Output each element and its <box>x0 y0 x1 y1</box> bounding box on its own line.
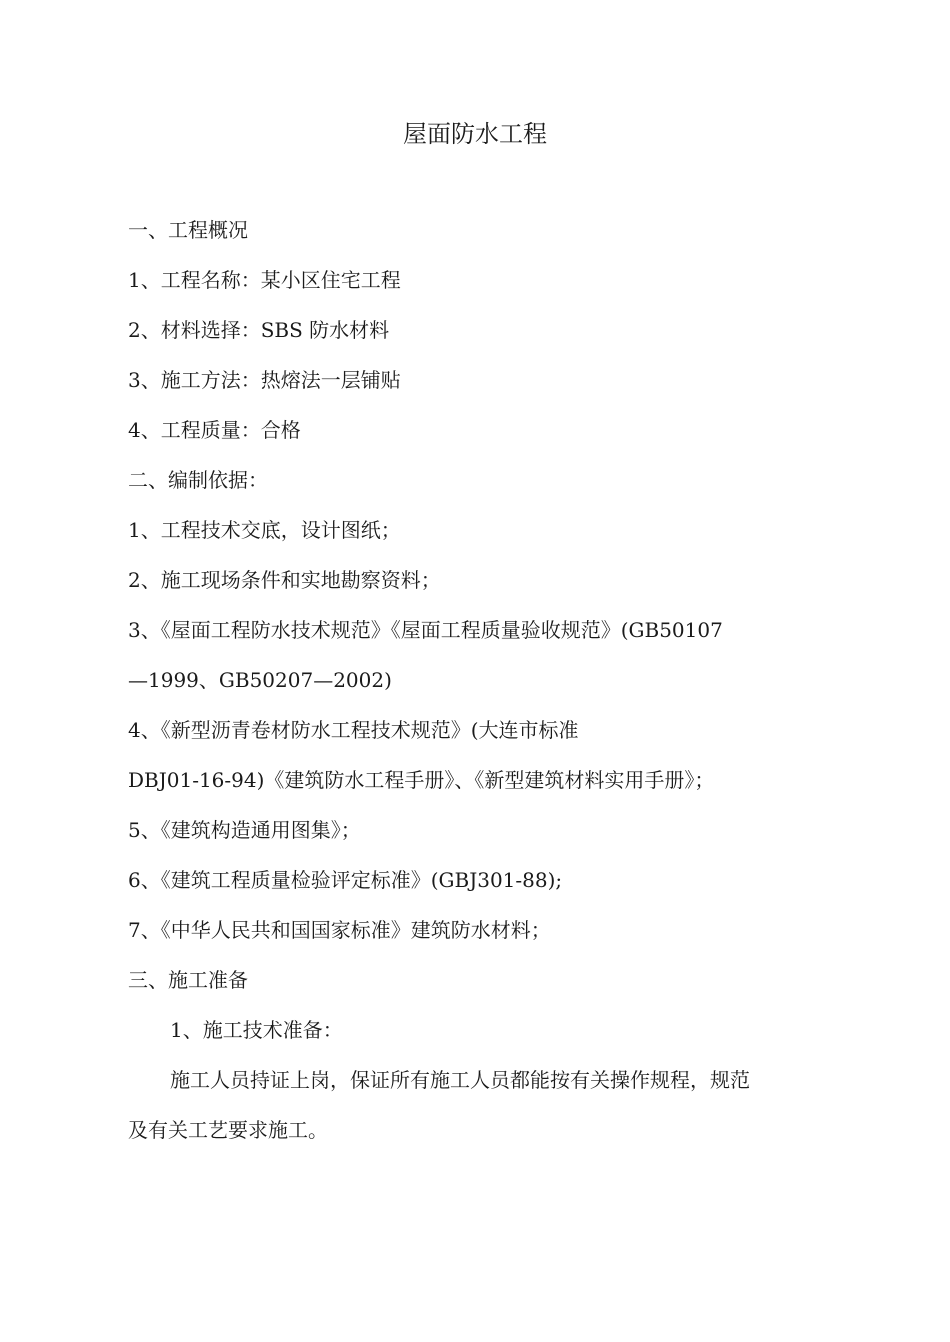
preparation-paragraph-continued: 及有关工艺要求施工。 <box>128 1118 328 1142</box>
preparation-paragraph: 施工人员持证上岗，保证所有施工人员都能按有关操作规程，规范 <box>170 1068 750 1092</box>
basis-item-3-continued: —1999、GB50207—2002) <box>128 668 392 692</box>
basis-item-2: 2、施工现场条件和实地勘察资料； <box>128 568 441 592</box>
preparation-subheading-technical: 1、施工技术准备： <box>170 1018 343 1042</box>
document-title: 屋面防水工程 <box>403 120 547 148</box>
basis-item-6: 6、《建筑工程质量检验评定标准》(GBJ301-88); <box>128 868 563 892</box>
overview-item-method: 3、施工方法：热熔法一层铺贴 <box>128 368 401 392</box>
basis-item-1: 1、工程技术交底，设计图纸； <box>128 518 401 542</box>
overview-item-quality: 4、工程质量：合格 <box>128 418 301 442</box>
basis-item-4-continued: DBJ01-16-94)《建筑防水工程手册》、《新型建筑材料实用手册》； <box>128 768 715 792</box>
section-heading-overview: 一、工程概况 <box>128 218 248 242</box>
basis-item-7: 7、《中华人民共和国国家标准》建筑防水材料； <box>128 918 551 942</box>
section-heading-preparation: 三、施工准备 <box>128 968 248 992</box>
basis-item-3: 3、《屋面工程防水技术规范》《屋面工程质量验收规范》(GB50107 <box>128 618 723 642</box>
section-heading-basis: 二、编制依据： <box>128 468 268 492</box>
overview-item-project-name: 1、工程名称：某小区住宅工程 <box>128 268 401 292</box>
overview-item-material: 2、材料选择：SBS 防水材料 <box>128 318 390 342</box>
basis-item-5: 5、《建筑构造通用图集》； <box>128 818 361 842</box>
basis-item-4: 4、《新型沥青卷材防水工程技术规范》(大连市标准 <box>128 718 579 742</box>
